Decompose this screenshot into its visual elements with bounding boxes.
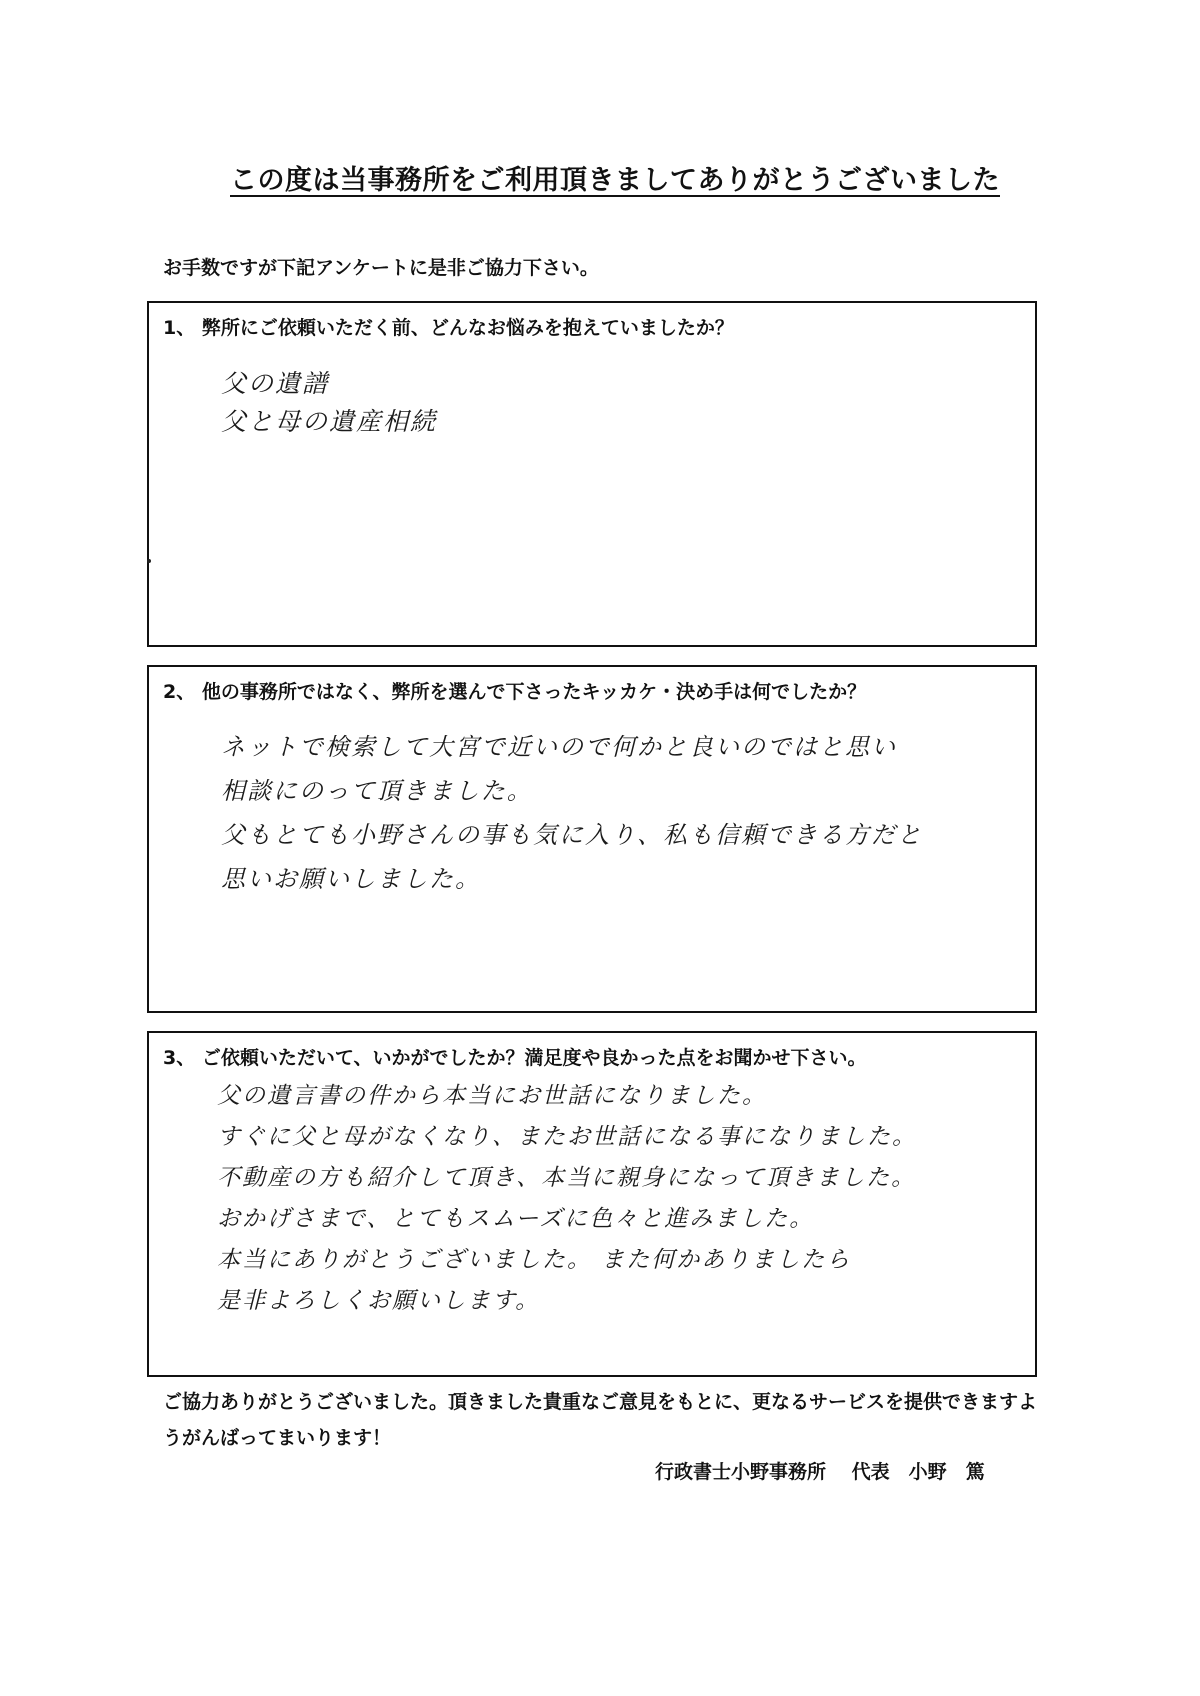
answer-1 (221, 365, 1015, 441)
question-box-3 (147, 1031, 1037, 1377)
answer-line: 相談にのって頂きました。 (221, 777, 533, 805)
answer-3 (217, 1076, 1015, 1322)
office-signature: 行政書士小野事務所 代表 小野 篤 (655, 1461, 985, 1483)
answer-line: 本当にありがとうございました。 また何かありましたら (217, 1247, 852, 1273)
question-1-label: 1、 弊所にご依頼いただく前、どんなお悩みを抱えていましたか？ (163, 317, 734, 339)
page-title: この度は当事務所をご利用頂きましてありがとうございました (230, 165, 1000, 196)
question-2-label: 2、 他の事務所ではなく、弊所を選んで下さったキッカケ・決め手は何でしたか？ (163, 681, 867, 703)
answer-line: 父もとても小野さんの事も気に入り、私も信頼できる方だと (221, 821, 923, 849)
question-box-2 (147, 665, 1037, 1013)
intro-text: お手数ですが下記アンケートに是非ご協力下さい。 (163, 257, 599, 279)
answer-line: 父の遺言書の件から本当にお世話になりました。 (217, 1083, 767, 1109)
answer-line: すぐに父と母がなくなり、またお世話になる事になりました。 (217, 1124, 917, 1150)
scan-speck (147, 559, 151, 563)
answer-2 (221, 725, 1015, 901)
answer-line: おかげさまで、とてもスムーズに色々と進みました。 (217, 1206, 815, 1232)
closing-message: ご協力ありがとうございました。頂きました貴重なご意見をもとに、更なるサービスを提供できますようがんばってまいります！ (163, 1391, 1038, 1449)
answer-line: 思いお願いしました。 (221, 865, 481, 893)
answer-line: 父の遺譜 (221, 369, 330, 398)
question-3-label: 3、 ご依頼いただいて、いかがでしたか？満足度や良かった点をお聞かせ下さい。 (163, 1047, 867, 1069)
question-box-1 (147, 301, 1037, 647)
answer-line: 父と母の遺産相続 (221, 407, 438, 436)
answer-line: ネットで検索して大宮で近いので何かと良いのではと思い (221, 733, 897, 761)
answer-line: 不動産の方も紹介して頂き、本当に親身になって頂きました。 (217, 1165, 917, 1191)
answer-line: 是非よろしくお願いします。 (217, 1288, 541, 1314)
